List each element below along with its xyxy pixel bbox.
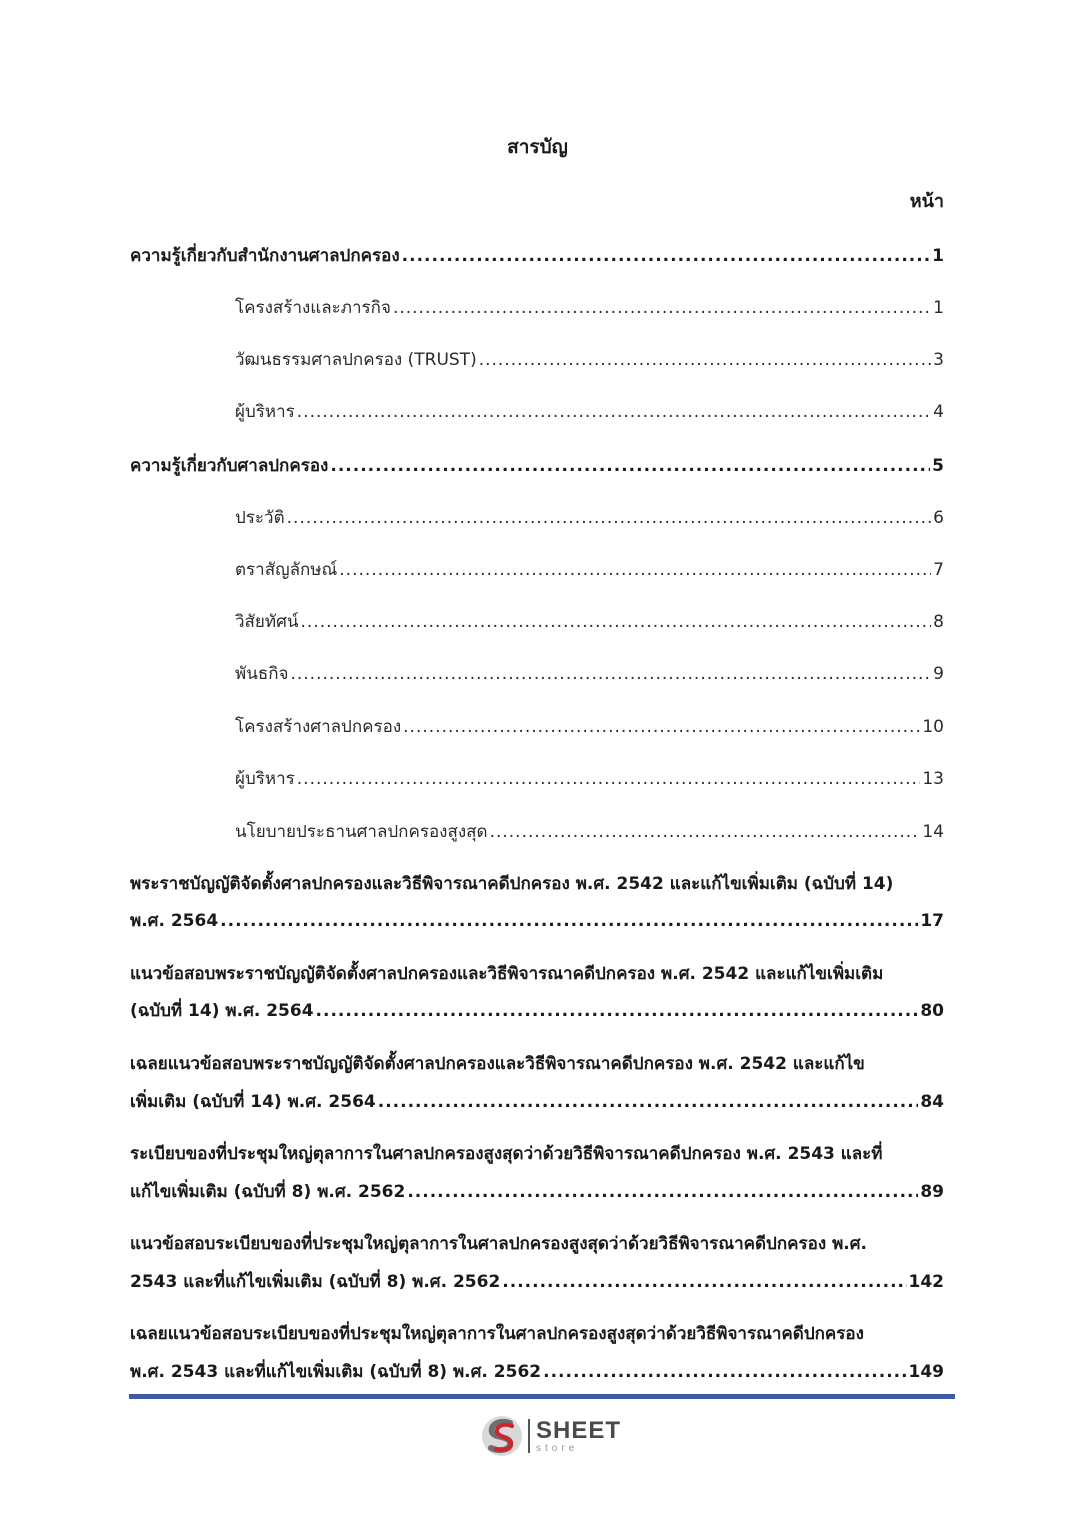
leader-dots [402,246,931,266]
leader-dots [339,560,931,580]
toc-entry-label-line1[interactable]: เฉลยแนวข้อสอบพระราชบัญญัติจัดตั้งศาลปกครองและวิธีพิจารณาคดีปกครอง พ.ศ. 2542 และแก้ไข [130,1054,865,1074]
leader-dots [287,508,932,528]
footer-rule [129,1394,955,1399]
leader-dots [378,1092,919,1112]
logo-subword: store [536,1442,579,1454]
toc-entry-label: ผู้บริหาร [235,769,295,789]
toc-entry-page: 17 [920,911,944,931]
toc-entry-label-line1[interactable]: แนวข้อสอบระเบียบของที่ประชุมใหญ่ตุลาการในศาลปกครองสูงสุดว่าด้วยวิธีพิจารณาคดีปกครอง พ.ศ. [130,1234,867,1254]
leader-dots [297,402,931,422]
toc-entry-page: 13 [922,769,944,789]
toc-entry-label: วิสัยทัศน์ [235,612,299,632]
toc-subentry[interactable] [235,346,944,373]
toc-entry[interactable] [130,452,944,479]
toc-entry-page: 4 [933,402,944,422]
toc-subentry[interactable] [235,818,944,845]
toc-entry-label-line1[interactable]: เฉลยแนวข้อสอบระเบียบของที่ประชุมใหญ่ตุลาการในศาลปกครองสูงสุดว่าด้วยวิธีพิจารณาคดีปกครอง [130,1324,864,1344]
toc-title: สารบัญ [507,136,568,158]
toc-entry[interactable] [130,242,944,269]
toc-entry-label-line2: (ฉบับที่ 14) พ.ศ. 2564 [130,1001,314,1021]
toc-entry-page: 9 [933,664,944,684]
toc-entry-label-line2: พ.ศ. 2543 และที่แก้ไขเพิ่มเติม (ฉบับที่ 8) พ.ศ. 2562 [130,1362,542,1382]
toc-entry-label-line2: พ.ศ. 2564 [130,911,219,931]
toc-entry-page: 3 [933,350,944,370]
toc-subentry[interactable] [235,398,944,425]
toc-entry[interactable] [130,1178,944,1205]
toc-subentry[interactable] [235,294,944,321]
toc-entry-label: นโยบายประธานศาลปกครองสูงสุด [235,822,488,842]
leader-dots [479,350,931,370]
page-column-header: หน้า [909,191,944,212]
toc-entry-label-line2: 2543 และที่แก้ไขเพิ่มเติม (ฉบับที่ 8) พ.ศ. 2562 [130,1272,501,1292]
toc-entry-label-line1[interactable]: ระเบียบของที่ประชุมใหญ่ตุลาการในศาลปกครองสูงสุดว่าด้วยวิธีพิจารณาคดีปกครอง พ.ศ. 2543 และที่ [130,1144,883,1164]
leader-dots [403,717,920,737]
toc-entry-label-line2: เพิ่มเติม (ฉบับที่ 14) พ.ศ. 2564 [130,1092,376,1112]
toc-entry-label: ความรู้เกี่ยวกับศาลปกครอง [130,456,329,476]
toc-entry-page: 1 [932,246,944,266]
logo-separator [528,1419,530,1453]
toc-entry[interactable] [130,1088,944,1115]
leader-dots [393,298,931,318]
toc-entry-label: วัฒนธรรมศาลปกครอง (TRUST) [235,350,477,370]
toc-entry-page: 8 [933,612,944,632]
leader-dots [316,1001,919,1021]
logo-wordmark [536,1416,622,1454]
toc-entry[interactable] [130,1358,944,1385]
leader-dots [301,612,932,632]
toc-subentry[interactable] [235,608,944,635]
toc-entry[interactable] [130,907,944,934]
toc-entry-label: ประวัติ [235,508,285,528]
toc-entry-page: 142 [908,1272,944,1292]
toc-entry-page: 1 [933,298,944,318]
leader-dots [220,911,918,931]
sheet-store-logo-icon [480,1414,524,1458]
logo-word: SHEET [536,1416,622,1444]
toc-subentry[interactable] [235,504,944,531]
toc-subentry[interactable] [235,713,944,740]
toc-entry-page: 84 [920,1092,944,1112]
toc-entry-page: 80 [920,1001,944,1021]
toc-entry-label-line1[interactable]: แนวข้อสอบพระราชบัญญัติจัดตั้งศาลปกครองและวิธีพิจารณาคดีปกครอง พ.ศ. 2542 และแก้ไขเพิ่มเติม [130,964,884,984]
leader-dots [407,1182,918,1202]
toc-entry-label: โครงสร้างและภารกิจ [235,298,391,318]
toc-entry-label: ความรู้เกี่ยวกับสำนักงานศาลปกครอง [130,246,400,266]
leader-dots [290,664,931,684]
toc-entry-label: ตราสัญลักษณ์ [235,560,338,580]
toc-entry-page: 10 [922,717,944,737]
leader-dots [297,769,921,789]
toc-subentry[interactable] [235,765,944,792]
toc-subentry[interactable] [235,660,944,687]
leader-dots [490,822,921,842]
toc-entry-page: 7 [933,560,944,580]
toc-entry-label: โครงสร้างศาลปกครอง [235,717,402,737]
leader-dots [330,456,930,476]
leader-dots [543,1362,906,1382]
toc-entry-label-line1[interactable]: พระราชบัญญัติจัดตั้งศาลปกครองและวิธีพิจารณาคดีปกครอง พ.ศ. 2542 และแก้ไขเพิ่มเติม (ฉบับที่ 14) [130,874,894,894]
toc-entry-page: 149 [908,1362,944,1382]
toc-entry[interactable] [130,1268,944,1295]
toc-entry-page: 14 [922,822,944,842]
leader-dots [502,1272,906,1292]
toc-entry[interactable] [130,997,944,1024]
toc-entry-label: พันธกิจ [235,664,289,684]
toc-entry-page: 89 [920,1182,944,1202]
toc-entry-label-line2: แก้ไขเพิ่มเติม (ฉบับที่ 8) พ.ศ. 2562 [130,1182,406,1202]
toc-entry-page: 5 [932,456,944,476]
toc-subentry[interactable] [235,556,944,583]
sheet-store-logo [480,1412,630,1460]
toc-entry-label: ผู้บริหาร [235,402,295,422]
toc-entry-page: 6 [933,508,944,528]
